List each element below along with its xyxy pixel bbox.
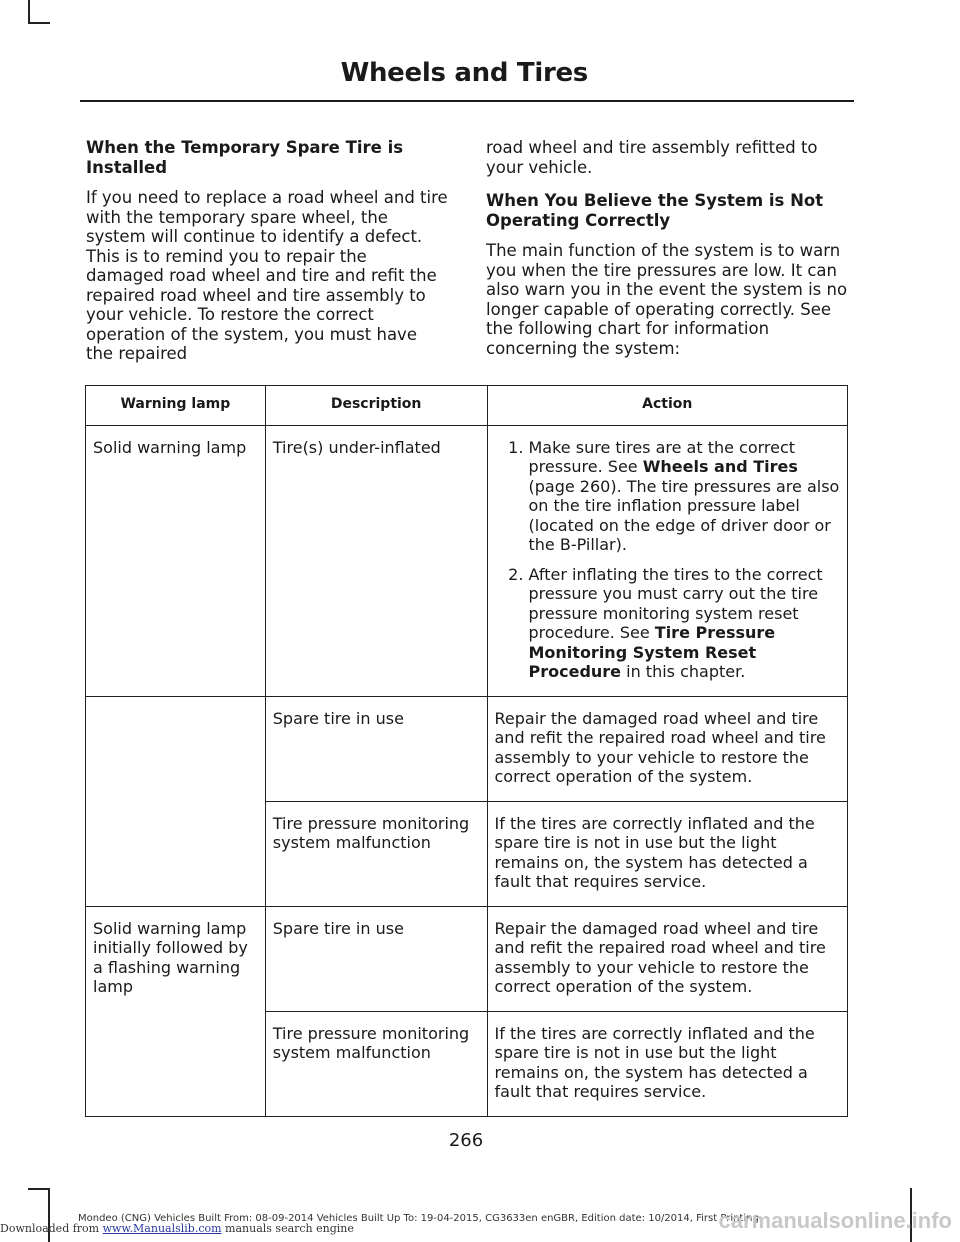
warning-lamp-table xyxy=(85,385,848,1117)
step-text: in this chapter. xyxy=(621,662,746,681)
body-paragraph: If you need to replace a road wheel and tire with the temporary spare wheel, the system will continue to identify a defect. This is to remind you to repair the damaged road wheel and tire and refit the repaired road wheel and tire assembly to your vehicle. To restore the correct operation of the system, you must have the repaired xyxy=(86,188,448,363)
action-cell xyxy=(487,425,848,696)
page-number: 266 xyxy=(448,1130,484,1151)
step-text: Make sure tires are at the correct pressure. See xyxy=(528,437,796,476)
body-paragraph: road wheel and tire assembly refitted to your vehicle. xyxy=(486,138,818,177)
action-steps xyxy=(495,438,842,682)
action-step xyxy=(529,438,842,555)
left-column xyxy=(86,138,448,378)
action-step xyxy=(529,565,842,682)
crop-mark xyxy=(28,0,30,24)
description-cell: Tire pressure monitoring system malfunction xyxy=(265,1011,487,1116)
cross-reference: Tire Pressure Monitoring System Reset Procedure xyxy=(528,623,776,681)
download-suffix: manuals search engine xyxy=(221,1222,354,1235)
lamp-cell xyxy=(86,696,266,906)
column-header: Description xyxy=(265,386,487,426)
crop-mark xyxy=(28,22,50,24)
table-row xyxy=(86,906,848,1011)
edition-footer: Mondeo (CNG) Vehicles Built From: 08-09-2014 Vehicles Built Up To: 19-04-2015, CG3633en enGBR, Edition date: 10/2014, First Printing xyxy=(78,1213,759,1224)
download-prefix: Downloaded from xyxy=(0,1222,103,1235)
step-text: (page 260). The tire pressures are also on the tire inflation pressure label (located on the edge of driver door or the B-Pillar). xyxy=(528,476,840,554)
action-cell: Repair the damaged road wheel and tire and refit the repaired road wheel and tire assembly to your vehicle to restore the correct operation of the system. xyxy=(487,696,848,801)
action-cell: If the tires are correctly inflated and the spare tire is not in use but the light remains on, the system has detected a fault that requires service. xyxy=(487,1011,848,1116)
lamp-cell: Solid warning lamp initially followed by a flashing warning lamp xyxy=(86,906,266,1116)
table-row xyxy=(86,425,848,696)
table-header-row xyxy=(86,386,848,426)
body-paragraph: The main function of the system is to warn you when the tire pressures are low. It can also warn you in the event the system is no longer capable of operating correctly. See the following chart for information concerning the system: xyxy=(486,241,848,358)
download-footer xyxy=(0,1222,354,1235)
section-heading: When the Temporary Spare Tire is Installed xyxy=(86,138,404,177)
right-column xyxy=(486,138,848,372)
page-title: Wheels and Tires xyxy=(340,58,588,88)
cross-reference: Wheels and Tires xyxy=(642,457,798,476)
section-heading: When You Believe the System is Not Operating Correctly xyxy=(486,191,824,230)
column-header: Action xyxy=(487,386,848,426)
table-row xyxy=(86,696,848,801)
watermark-logo: carmanualsonline.info xyxy=(718,1208,952,1233)
description-cell: Tire pressure monitoring system malfunction xyxy=(265,801,487,906)
crop-mark xyxy=(28,1188,50,1190)
action-cell: Repair the damaged road wheel and tire and refit the repaired road wheel and tire assembly to your vehicle to restore the correct operation of the system. xyxy=(487,906,848,1011)
action-cell: If the tires are correctly inflated and the spare tire is not in use but the light remains on, the system has detected a fault that requires service. xyxy=(487,801,848,906)
column-header: Warning lamp xyxy=(86,386,266,426)
description-cell: Tire(s) under-inflated xyxy=(265,425,487,696)
description-cell: Spare tire in use xyxy=(265,696,487,801)
step-text: After inflating the tires to the correct pressure you must carry out the tire pressure monitoring system reset procedure. See xyxy=(528,564,823,642)
description-cell: Spare tire in use xyxy=(265,906,487,1011)
lamp-cell: Solid warning lamp xyxy=(86,425,266,696)
header-rule xyxy=(80,100,854,102)
manualslib-link[interactable]: www.Manualslib.com xyxy=(102,1222,222,1235)
